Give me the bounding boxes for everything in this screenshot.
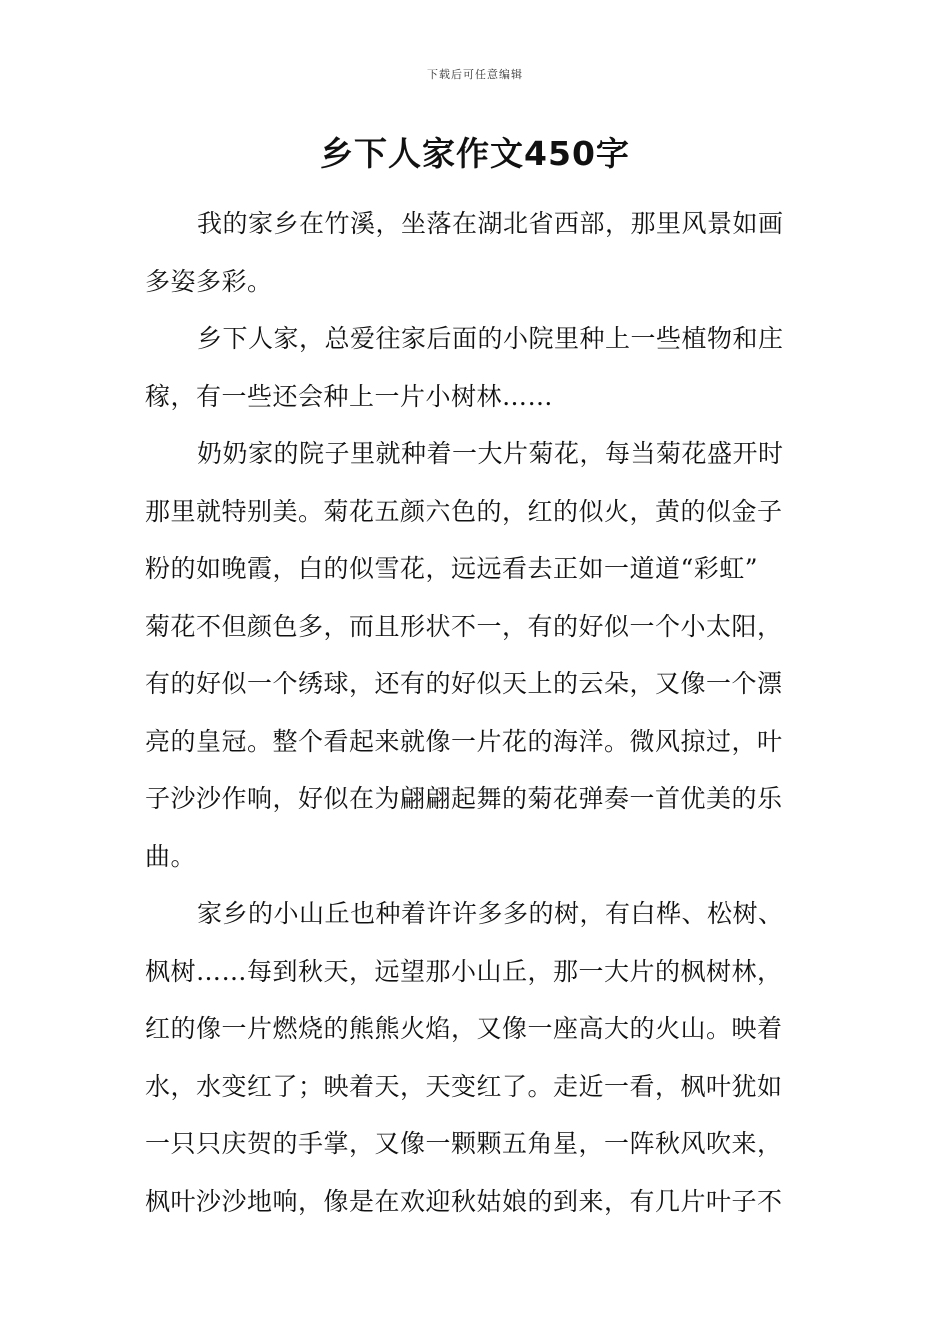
text-line: 子沙沙作响，好似在为翩翩起舞的菊花弹奏一首优美的乐: [145, 784, 783, 813]
text-line: 一只只庆贺的手掌，又像一颗颗五角星，一阵秋风吹来，: [145, 1129, 783, 1158]
text-line: 稼，有一些还会种上一片小树林……: [145, 381, 554, 411]
document-body: [145, 195, 807, 1230]
text-line: 那里就特别美。菊花五颜六色的，红的似火，黄的似金子: [145, 496, 783, 526]
page-title: 乡下人家作文450字: [320, 134, 630, 173]
text-line: 多姿多彩。: [145, 266, 273, 296]
paragraph-3: [145, 425, 807, 885]
text-line: 家乡的小山丘也种着许许多多的树，有白桦、松树、: [197, 899, 784, 928]
text-line: 粉的如晚霞，白的似雪花，远远看去正如一道道“彩虹”: [145, 554, 759, 583]
text-line: 我的家乡在竹溪，坐落在湖北省西部，那里风景如画: [197, 209, 784, 238]
text-line: 奶奶家的院子里就种着一大片菊花，每当菊花盛开时: [197, 439, 784, 468]
text-line: 乡下人家，总爱往家后面的小院里种上一些植物和庄: [197, 324, 784, 353]
paragraph-4: [145, 885, 807, 1230]
text-line: 菊花不但颜色多，而且形状不一，有的好似一个小太阳，: [145, 611, 783, 641]
text-line: 有的好似一个绣球，还有的好似天上的云朵，又像一个漂: [145, 669, 783, 698]
paragraph-1: [145, 195, 807, 310]
text-line: 水，水变红了；映着天，天变红了。走近一看，枫叶犹如: [145, 1071, 783, 1101]
text-line: 红的像一片燃烧的熊熊火焰，又像一座高大的火山。映着: [145, 1014, 783, 1043]
text-line: 曲。: [145, 841, 197, 871]
paragraph-2: [145, 310, 807, 425]
text-line: 枫树……每到秋天，远望那小山丘，那一大片的枫树林，: [145, 956, 783, 986]
text-line: 亮的皇冠。整个看起来就像一片花的海洋。微风掠过，叶: [145, 726, 783, 756]
text-line: 枫叶沙沙地响，像是在欢迎秋姑娘的到来，有几片叶子不: [145, 1186, 783, 1216]
header-note: 下载后可任意编辑: [427, 68, 523, 81]
